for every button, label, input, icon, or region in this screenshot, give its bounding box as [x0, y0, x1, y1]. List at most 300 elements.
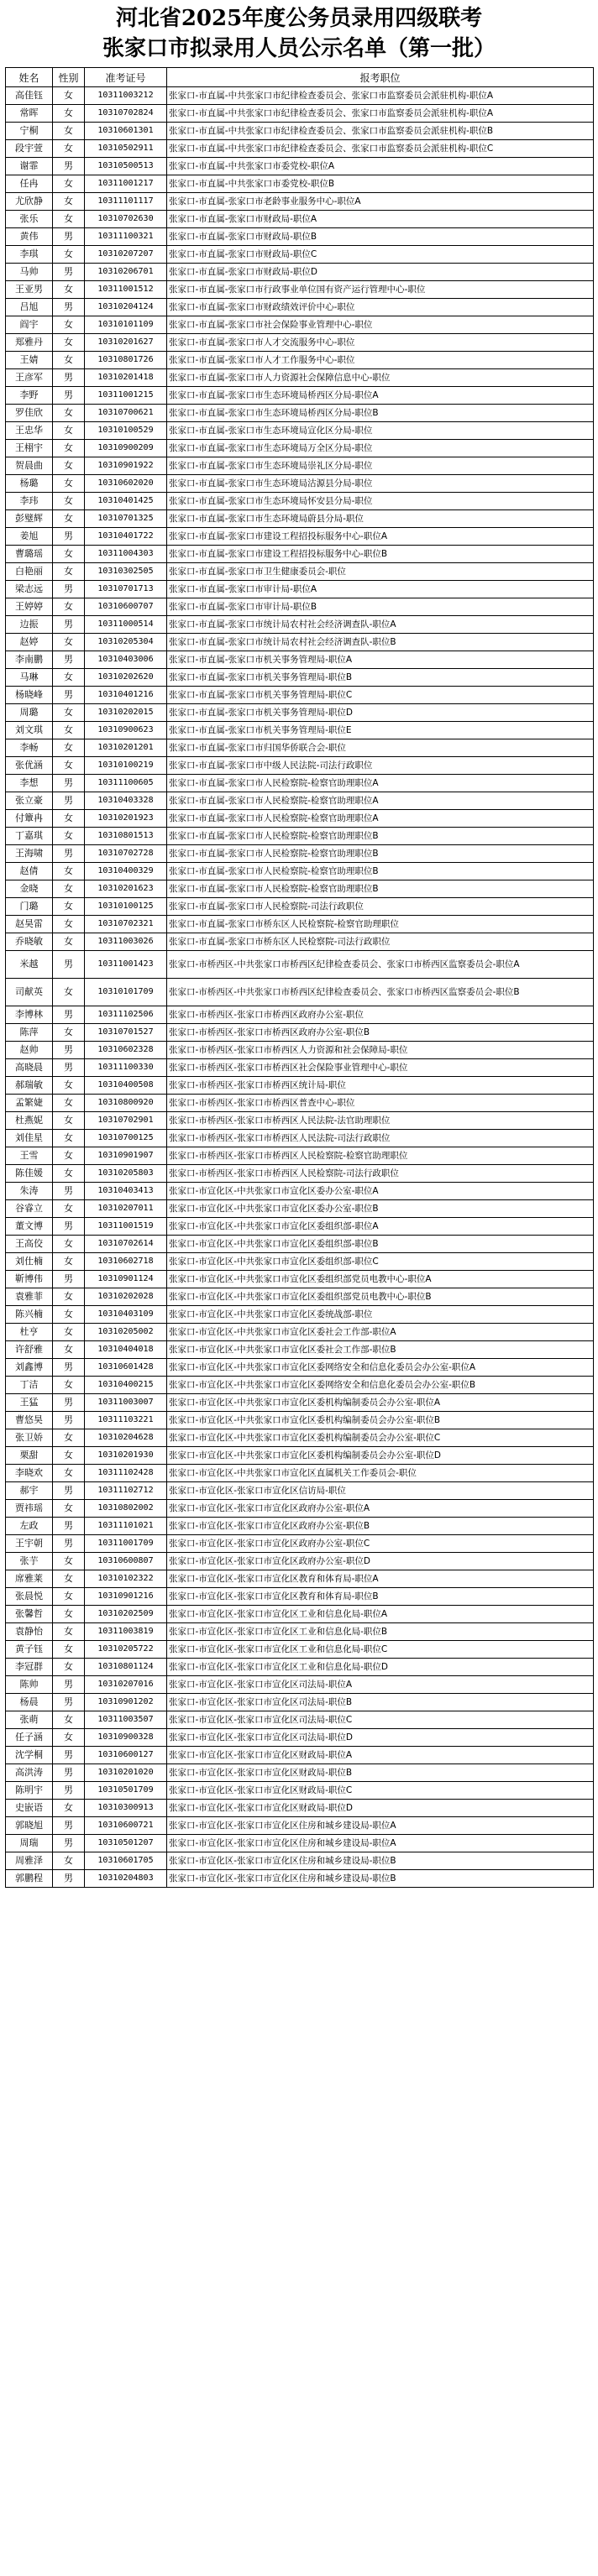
- cell-exam-number: 10310802002: [85, 1500, 167, 1518]
- cell-exam-number: 10310901907: [85, 1147, 167, 1165]
- cell-exam-number: 10310602718: [85, 1253, 167, 1271]
- cell-gender: 男: [53, 1006, 85, 1024]
- cell-exam-number: 10310702728: [85, 845, 167, 863]
- table-row: [6, 1377, 594, 1394]
- cell-name: 张芋: [6, 1553, 53, 1570]
- cell-name: 张萌: [6, 1711, 53, 1729]
- cell-gender: 女: [53, 316, 85, 334]
- roster-table: [5, 67, 594, 1888]
- cell-position: 张家口-市直属-张家口市财政局-职位C: [167, 246, 594, 264]
- cell-gender: 男: [53, 1518, 85, 1535]
- cell-name: 王海啸: [6, 845, 53, 863]
- cell-gender: 男: [53, 651, 85, 669]
- table-row: [6, 1817, 594, 1835]
- table-row: [6, 1729, 594, 1747]
- table-row: [6, 933, 594, 951]
- table-row: [6, 563, 594, 581]
- cell-gender: 男: [53, 1359, 85, 1377]
- cell-name: 陈明宇: [6, 1782, 53, 1800]
- cell-name: 姜旭: [6, 528, 53, 546]
- cell-position: 张家口-市直属-张家口市机关事务管理局-职位B: [167, 669, 594, 687]
- cell-name: 周雅泽: [6, 1852, 53, 1870]
- cell-name: 彭璧辉: [6, 510, 53, 528]
- cell-gender: 女: [53, 634, 85, 651]
- cell-name: 谢霏: [6, 158, 53, 175]
- table-row: [6, 1271, 594, 1288]
- cell-name: 赵昊雷: [6, 916, 53, 933]
- cell-gender: 女: [53, 1429, 85, 1447]
- table-row: [6, 757, 594, 775]
- table-row: [6, 1641, 594, 1659]
- cell-name: 常晖: [6, 105, 53, 123]
- table-row: [6, 1095, 594, 1112]
- cell-gender: 男: [53, 1764, 85, 1782]
- header-name: 姓名: [6, 68, 53, 87]
- cell-position: 张家口-市宣化区-中共张家口市宣化区委组织部党员电教中心-职位A: [167, 1271, 594, 1288]
- cell-position: 张家口-市桥西区-张家口市桥西区政府办公室-职位B: [167, 1024, 594, 1042]
- cell-exam-number: 10310204628: [85, 1429, 167, 1447]
- cell-name: 金晓: [6, 880, 53, 898]
- table-row: [6, 810, 594, 828]
- header-gender: 性别: [53, 68, 85, 87]
- cell-exam-number: 10310205002: [85, 1324, 167, 1341]
- cell-gender: 女: [53, 863, 85, 880]
- cell-gender: 女: [53, 1341, 85, 1359]
- cell-position: 张家口-市宣化区-张家口市宣化区司法局-职位A: [167, 1676, 594, 1694]
- cell-position: 张家口-市宣化区-张家口市宣化区工业和信息化局-职位B: [167, 1623, 594, 1641]
- cell-gender: 男: [53, 1870, 85, 1888]
- cell-position: 张家口-市直属-张家口市财政局-职位D: [167, 264, 594, 281]
- cell-exam-number: 10310901922: [85, 457, 167, 475]
- table-row: [6, 1764, 594, 1782]
- cell-name: 袁静怡: [6, 1623, 53, 1641]
- table-row: [6, 211, 594, 228]
- table-row: [6, 1288, 594, 1306]
- cell-position: 张家口-市直属-张家口市生态环境局桥西区分局-职位B: [167, 405, 594, 422]
- cell-gender: 男: [53, 845, 85, 863]
- cell-exam-number: 10310205304: [85, 634, 167, 651]
- table-row: [6, 475, 594, 493]
- cell-exam-number: 10310207207: [85, 246, 167, 264]
- cell-gender: 男: [53, 158, 85, 175]
- cell-exam-number: 10310101109: [85, 316, 167, 334]
- table-row: [6, 87, 594, 105]
- cell-name: 王婷婷: [6, 598, 53, 616]
- table-row: [6, 1606, 594, 1623]
- cell-exam-number: 10310900209: [85, 440, 167, 457]
- table-row: [6, 352, 594, 369]
- table-row: [6, 916, 594, 933]
- table-row: [6, 634, 594, 651]
- cell-name: 沈学桐: [6, 1747, 53, 1764]
- cell-name: 罗佳欣: [6, 405, 53, 422]
- cell-gender: 男: [53, 1676, 85, 1694]
- table-row: [6, 1024, 594, 1042]
- cell-exam-number: 10310601705: [85, 1852, 167, 1870]
- cell-gender: 女: [53, 1553, 85, 1570]
- cell-exam-number: 10311100330: [85, 1059, 167, 1077]
- cell-exam-number: 10310206701: [85, 264, 167, 281]
- cell-position: 张家口-市直属-中共张家口市纪律检查委员会、张家口市监察委员会派驻机构-职位B: [167, 123, 594, 140]
- table-row: [6, 1006, 594, 1024]
- cell-position: 张家口-市直属-中共张家口市纪律检查委员会、张家口市监察委员会派驻机构-职位A: [167, 87, 594, 105]
- cell-exam-number: 10310201923: [85, 810, 167, 828]
- cell-name: 王亚男: [6, 281, 53, 299]
- cell-gender: 女: [53, 1570, 85, 1588]
- cell-position: 张家口-市直属-张家口市人民检察院-司法行政职位: [167, 898, 594, 916]
- cell-position: 张家口-市直属-中共张家口市委党校-职位A: [167, 158, 594, 175]
- table-row: [6, 457, 594, 475]
- cell-position: 张家口-市直属-张家口市机关事务管理局-职位E: [167, 722, 594, 739]
- cell-name: 刘鑫博: [6, 1359, 53, 1377]
- cell-gender: 男: [53, 687, 85, 704]
- cell-position: 张家口-市直属-张家口市机关事务管理局-职位A: [167, 651, 594, 669]
- cell-position: 张家口-市宣化区-中共张家口市宣化区委网络安全和信息化委员会办公室-职位B: [167, 1377, 594, 1394]
- table-row: [6, 1570, 594, 1588]
- cell-position: 张家口-市直属-张家口市行政事业单位国有资产运行管理中心-职位: [167, 281, 594, 299]
- table-row: [6, 722, 594, 739]
- cell-gender: 女: [53, 175, 85, 193]
- cell-position: 张家口-市宣化区-张家口市宣化区工业和信息化局-职位A: [167, 1606, 594, 1623]
- cell-name: 靳博伟: [6, 1271, 53, 1288]
- cell-position: 张家口-市宣化区-中共张家口市宣化区委组织部-职位C: [167, 1253, 594, 1271]
- cell-position: 张家口-市直属-张家口市桥东区人民检察院-检察官助理职位: [167, 916, 594, 933]
- cell-gender: 女: [53, 1024, 85, 1042]
- cell-name: 王雪: [6, 1147, 53, 1165]
- cell-position: 张家口-市直属-张家口市人才交流服务中心-职位: [167, 334, 594, 352]
- cell-gender: 女: [53, 563, 85, 581]
- cell-exam-number: 10310300913: [85, 1800, 167, 1817]
- cell-exam-number: 10310204803: [85, 1870, 167, 1888]
- cell-position: 张家口-市直属-张家口市生态环境局桥西区分局-职位A: [167, 387, 594, 405]
- cell-exam-number: 10310202509: [85, 1606, 167, 1623]
- cell-name: 宁桐: [6, 123, 53, 140]
- table-row: [6, 316, 594, 334]
- cell-exam-number: 10310702614: [85, 1236, 167, 1253]
- cell-name: 贺晨曲: [6, 457, 53, 475]
- cell-position: 张家口-市直属-张家口市生态环境局蔚县分局-职位: [167, 510, 594, 528]
- cell-name: 孟繁婕: [6, 1095, 53, 1112]
- cell-name: 丁洁: [6, 1377, 53, 1394]
- cell-gender: 男: [53, 1782, 85, 1800]
- cell-exam-number: 10310600127: [85, 1747, 167, 1764]
- table-row: [6, 1147, 594, 1165]
- cell-name: 米越: [6, 951, 53, 979]
- table-row: [6, 1341, 594, 1359]
- cell-gender: 女: [53, 598, 85, 616]
- cell-position: 张家口-市宣化区-中共张家口市宣化区委机构编制委员会办公室-职位C: [167, 1429, 594, 1447]
- cell-exam-number: 10310702824: [85, 105, 167, 123]
- cell-exam-number: 10310101709: [85, 979, 167, 1006]
- cell-position: 张家口-市宣化区-中共张家口市宣化区委组织部党员电教中心-职位B: [167, 1288, 594, 1306]
- cell-name: 赵帅: [6, 1042, 53, 1059]
- table-row: [6, 1236, 594, 1253]
- cell-gender: 女: [53, 1447, 85, 1465]
- cell-exam-number: 10310501207: [85, 1835, 167, 1852]
- cell-name: 梁志远: [6, 581, 53, 598]
- cell-gender: 女: [53, 334, 85, 352]
- table-row: [6, 792, 594, 810]
- cell-exam-number: 10310400329: [85, 863, 167, 880]
- cell-position: 张家口-市桥西区-张家口市桥西区普查中心-职位: [167, 1095, 594, 1112]
- cell-gender: 男: [53, 1482, 85, 1500]
- cell-position: 张家口-市桥西区-张家口市桥西区政府办公室-职位: [167, 1006, 594, 1024]
- table-row: [6, 1623, 594, 1641]
- cell-name: 李想: [6, 775, 53, 792]
- cell-gender: 女: [53, 440, 85, 457]
- cell-gender: 女: [53, 1200, 85, 1218]
- cell-position: 张家口-市直属-张家口市建设工程招投标服务中心-职位B: [167, 546, 594, 563]
- cell-name: 贾祎瑶: [6, 1500, 53, 1518]
- cell-exam-number: 10310600707: [85, 598, 167, 616]
- table-row: [6, 1694, 594, 1711]
- cell-exam-number: 10310801726: [85, 352, 167, 369]
- cell-name: 杨晓峰: [6, 687, 53, 704]
- cell-position: 张家口-市直属-中共张家口市纪律检查委员会、张家口市监察委员会派驻机构-职位C: [167, 140, 594, 158]
- cell-position: 张家口-市宣化区-张家口市宣化区司法局-职位D: [167, 1729, 594, 1747]
- cell-gender: 女: [53, 105, 85, 123]
- cell-position: 张家口-市宣化区-张家口市宣化区财政局-职位B: [167, 1764, 594, 1782]
- cell-gender: 女: [53, 1112, 85, 1130]
- cell-gender: 女: [53, 87, 85, 105]
- cell-position: 张家口-市桥西区-张家口市桥西区人力资源和社会保障局-职位: [167, 1042, 594, 1059]
- cell-gender: 女: [53, 422, 85, 440]
- cell-gender: 男: [53, 528, 85, 546]
- cell-gender: 男: [53, 369, 85, 387]
- table-row: [6, 1553, 594, 1570]
- cell-name: 张乐: [6, 211, 53, 228]
- cell-exam-number: 10310601428: [85, 1359, 167, 1377]
- cell-gender: 男: [53, 581, 85, 598]
- cell-position: 张家口-市宣化区-张家口市宣化区司法局-职位C: [167, 1711, 594, 1729]
- cell-exam-number: 10310102322: [85, 1570, 167, 1588]
- cell-name: 杨璐: [6, 475, 53, 493]
- table-row: [6, 1518, 594, 1535]
- table-row: [6, 1165, 594, 1183]
- table-row: [6, 546, 594, 563]
- cell-gender: 女: [53, 916, 85, 933]
- cell-gender: 女: [53, 898, 85, 916]
- cell-position: 张家口-市直属-张家口市机关事务管理局-职位C: [167, 687, 594, 704]
- cell-name: 王忠华: [6, 422, 53, 440]
- cell-gender: 女: [53, 1288, 85, 1306]
- header-position: 报考职位: [167, 68, 594, 87]
- cell-name: 李南鹏: [6, 651, 53, 669]
- cell-exam-number: 10311000514: [85, 616, 167, 634]
- cell-name: 段宇萱: [6, 140, 53, 158]
- cell-gender: 女: [53, 1641, 85, 1659]
- cell-name: 周瑞: [6, 1835, 53, 1852]
- cell-exam-number: 10310201930: [85, 1447, 167, 1465]
- cell-exam-number: 10311001709: [85, 1535, 167, 1553]
- table-row: [6, 1077, 594, 1095]
- cell-position: 张家口-市直属-中共张家口市委党校-职位B: [167, 175, 594, 193]
- cell-gender: 男: [53, 951, 85, 979]
- cell-position: 张家口-市直属-张家口市人民检察院-检察官助理职位B: [167, 880, 594, 898]
- cell-gender: 男: [53, 1218, 85, 1236]
- cell-name: 席雅莱: [6, 1570, 53, 1588]
- cell-exam-number: 10310901124: [85, 1271, 167, 1288]
- cell-name: 赵倩: [6, 863, 53, 880]
- cell-gender: 女: [53, 211, 85, 228]
- cell-gender: 女: [53, 281, 85, 299]
- cell-position: 张家口-市桥西区-中共张家口市桥西区纪律检查委员会、张家口市桥西区监察委员会-职位A: [167, 951, 594, 979]
- cell-name: 陈兴楠: [6, 1306, 53, 1324]
- cell-gender: 女: [53, 1306, 85, 1324]
- cell-position: 张家口-市直属-张家口市审计局-职位B: [167, 598, 594, 616]
- cell-name: 李晓欢: [6, 1465, 53, 1482]
- cell-name: 阎宇: [6, 316, 53, 334]
- cell-position: 张家口-市直属-张家口市中级人民法院-司法行政职位: [167, 757, 594, 775]
- cell-exam-number: 10310201418: [85, 369, 167, 387]
- cell-position: 张家口-市直属-张家口市人民检察院-检察官助理职位A: [167, 775, 594, 792]
- cell-position: 张家口-市直属-张家口市人民检察院-检察官助理职位B: [167, 845, 594, 863]
- table-row: [6, 1711, 594, 1729]
- cell-gender: 女: [53, 352, 85, 369]
- cell-name: 马琳: [6, 669, 53, 687]
- table-header-row: [6, 68, 594, 87]
- cell-name: 许舒雅: [6, 1341, 53, 1359]
- cell-gender: 女: [53, 810, 85, 828]
- cell-name: 栗甜: [6, 1447, 53, 1465]
- cell-position: 张家口-市直属-张家口市财政绩效评价中心-职位: [167, 299, 594, 316]
- cell-exam-number: 10310901216: [85, 1588, 167, 1606]
- cell-name: 任子涵: [6, 1729, 53, 1747]
- cell-name: 张优涵: [6, 757, 53, 775]
- cell-exam-number: 10310600721: [85, 1817, 167, 1835]
- cell-gender: 女: [53, 123, 85, 140]
- table-row: [6, 1183, 594, 1200]
- cell-exam-number: 10310500513: [85, 158, 167, 175]
- cell-name: 边振: [6, 616, 53, 634]
- cell-gender: 男: [53, 1835, 85, 1852]
- cell-name: 史嵌语: [6, 1800, 53, 1817]
- table-row: [6, 1747, 594, 1764]
- cell-gender: 男: [53, 264, 85, 281]
- table-row: [6, 1588, 594, 1606]
- cell-exam-number: 10311100321: [85, 228, 167, 246]
- table-row: [6, 1253, 594, 1271]
- cell-gender: 女: [53, 880, 85, 898]
- cell-position: 张家口-市宣化区-张家口市宣化区住房和城乡建设局-职位B: [167, 1852, 594, 1870]
- cell-name: 任冉: [6, 175, 53, 193]
- table-row: [6, 598, 594, 616]
- cell-name: 张立豪: [6, 792, 53, 810]
- cell-position: 张家口-市直属-张家口市卫生健康委员会-职位: [167, 563, 594, 581]
- table-row: [6, 880, 594, 898]
- cell-name: 杨晨: [6, 1694, 53, 1711]
- cell-name: 黄伟: [6, 228, 53, 246]
- cell-position: 张家口-市宣化区-中共张家口市宣化区委机构编制委员会办公室-职位A: [167, 1394, 594, 1412]
- table-row: [6, 1482, 594, 1500]
- cell-name: 门璐: [6, 898, 53, 916]
- cell-exam-number: 10310302505: [85, 563, 167, 581]
- table-row: [6, 158, 594, 175]
- cell-gender: 女: [53, 1729, 85, 1747]
- cell-name: 黄子钰: [6, 1641, 53, 1659]
- cell-name: 刘文琪: [6, 722, 53, 739]
- page-title-line1: 河北省2025年度公务员录用四级联考: [115, 6, 483, 31]
- cell-gender: 女: [53, 828, 85, 845]
- cell-name: 王栩宇: [6, 440, 53, 457]
- cell-exam-number: 10310702321: [85, 916, 167, 933]
- cell-name: 乔晓敏: [6, 933, 53, 951]
- table-row: [6, 898, 594, 916]
- cell-gender: 女: [53, 1147, 85, 1165]
- cell-exam-number: 10311101117: [85, 193, 167, 211]
- cell-exam-number: 10310801513: [85, 828, 167, 845]
- table-row: [6, 228, 594, 246]
- table-row: [6, 1447, 594, 1465]
- cell-position: 张家口-市宣化区-张家口市宣化区司法局-职位B: [167, 1694, 594, 1711]
- table-row: [6, 1059, 594, 1077]
- cell-exam-number: 10310202015: [85, 704, 167, 722]
- cell-position: 张家口-市桥西区-中共张家口市桥西区纪律检查委员会、张家口市桥西区监察委员会-职位B: [167, 979, 594, 1006]
- table-row: [6, 1412, 594, 1429]
- cell-name: 吕旭: [6, 299, 53, 316]
- cell-exam-number: 10310100125: [85, 898, 167, 916]
- cell-position: 张家口-市宣化区-张家口市宣化区住房和城乡建设局-职位A: [167, 1817, 594, 1835]
- cell-gender: 女: [53, 405, 85, 422]
- cell-position: 张家口-市直属-张家口市统计局农村社会经济调查队-职位A: [167, 616, 594, 634]
- cell-gender: 女: [53, 510, 85, 528]
- cell-name: 郑雅丹: [6, 334, 53, 352]
- cell-exam-number: 10310601301: [85, 123, 167, 140]
- cell-gender: 女: [53, 1659, 85, 1676]
- table-row: [6, 651, 594, 669]
- cell-exam-number: 10310202028: [85, 1288, 167, 1306]
- cell-exam-number: 10311003026: [85, 933, 167, 951]
- cell-name: 马帅: [6, 264, 53, 281]
- cell-exam-number: 10310602020: [85, 475, 167, 493]
- cell-exam-number: 10310701527: [85, 1024, 167, 1042]
- table-row: [6, 528, 594, 546]
- cell-name: 张晨悦: [6, 1588, 53, 1606]
- cell-position: 张家口-市宣化区-张家口市宣化区住房和城乡建设局-职位B: [167, 1870, 594, 1888]
- cell-exam-number: 10310201627: [85, 334, 167, 352]
- table-row: [6, 387, 594, 405]
- cell-name: 高佳钰: [6, 87, 53, 105]
- cell-name: 陈萍: [6, 1024, 53, 1042]
- table-row: [6, 1870, 594, 1888]
- cell-exam-number: 10311001217: [85, 175, 167, 193]
- table-row: [6, 334, 594, 352]
- cell-exam-number: 10310702630: [85, 211, 167, 228]
- cell-gender: 女: [53, 722, 85, 739]
- table-row: [6, 704, 594, 722]
- table-row: [6, 1800, 594, 1817]
- cell-name: 王婧: [6, 352, 53, 369]
- cell-name: 王彦军: [6, 369, 53, 387]
- cell-position: 张家口-市宣化区-张家口市宣化区财政局-职位C: [167, 1782, 594, 1800]
- cell-exam-number: 10310700125: [85, 1130, 167, 1147]
- cell-position: 张家口-市宣化区-张家口市宣化区政府办公室-职位A: [167, 1500, 594, 1518]
- cell-position: 张家口-市宣化区-中共张家口市宣化区委办公室-职位B: [167, 1200, 594, 1218]
- cell-position: 张家口-市桥西区-张家口市桥西区人民检察院-检察官助理职位: [167, 1147, 594, 1165]
- cell-gender: 男: [53, 228, 85, 246]
- table-body: [6, 87, 594, 1888]
- cell-gender: 男: [53, 1042, 85, 1059]
- table-row: [6, 440, 594, 457]
- cell-exam-number: 10311003819: [85, 1623, 167, 1641]
- cell-gender: 男: [53, 1183, 85, 1200]
- table-row: [6, 1782, 594, 1800]
- cell-position: 张家口-市直属-张家口市人力资源社会保障信息中心-职位: [167, 369, 594, 387]
- cell-position: 张家口-市直属-中共张家口市纪律检查委员会、张家口市监察委员会派驻机构-职位A: [167, 105, 594, 123]
- cell-exam-number: 10311003212: [85, 87, 167, 105]
- cell-gender: 女: [53, 1606, 85, 1623]
- table-row: [6, 1130, 594, 1147]
